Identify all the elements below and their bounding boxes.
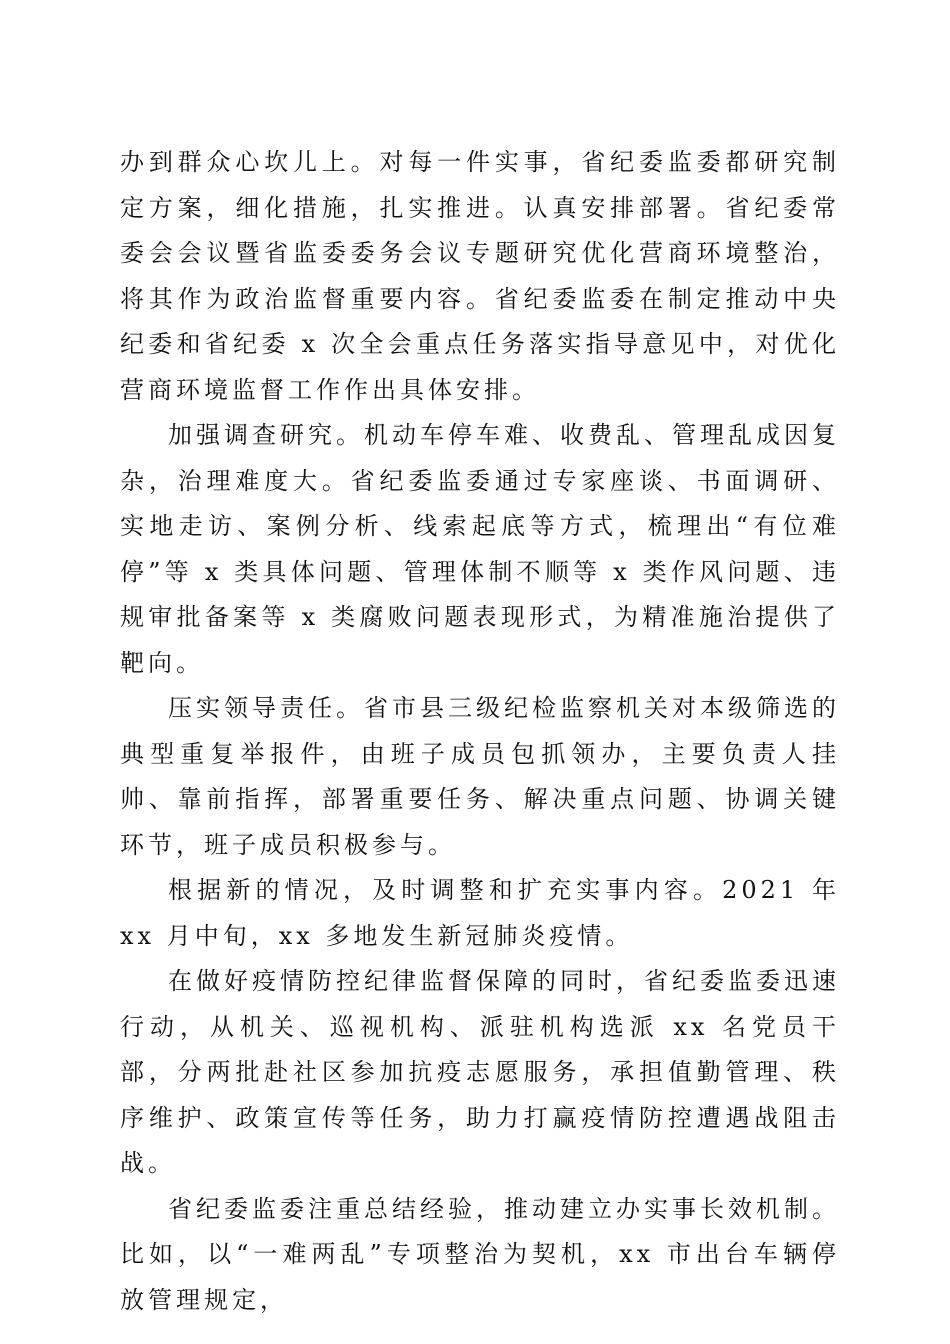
- paragraph-5: 在做好疫情防控纪律监督保障的同时，省纪委监委迅速行动，从机关、巡视机构、派驻机构选派 xx 名党员干部，分两批赴社区参加抗疫志愿服务，承担值勤管理、秩序维护、政策宣传等任务，助力打赢疫情防控遭遇战阻击战。: [120, 967, 840, 1177]
- paragraph-3: 压实领导责任。省市县三级纪检监察机关对本级筛选的典型重复举报件，由班子成员包抓领办，主要负责人挂帅、靠前指挥，部署重要任务、解决重点问题、协调关键环节，班子成员积极参与。: [120, 694, 840, 859]
- paragraph-4: 根据新的情况，及时调整和扩充实事内容。2021 年 xx 月中旬，xx 多地发生新冠肺炎疫情。: [120, 876, 840, 950]
- paragraph-2: 加强调查研究。机动车停车难、收费乱、管理乱成因复杂，治理难度大。省纪委监委通过专家座谈、书面调研、实地走访、案例分析、线索起底等方式，梳理出“有位难停”等 x 类具体问题、管理体制不顺等 x 类作风问题、违规审批备案等 x 类腐败问题表现形式，为精准施治提供了靶向。: [120, 421, 840, 677]
- document-body: [120, 140, 840, 1323]
- paragraph-6: 省纪委监委注重总结经验，推动建立办实事长效机制。比如，以“一难两乱”专项整治为契机，xx 市出台车辆停放管理规定，: [120, 1194, 840, 1314]
- paragraph-1: 办到群众心坎儿上。对每一件实事，省纪委监委都研究制定方案，细化措施，扎实推进。认真安排部署。省纪委常委会会议暨省监委委务会议专题研究优化营商环境整治，将其作为政治监督重要内容。省纪委监委在制定推动中央纪委和省纪委 x 次全会重点任务落实指导意见中，对优化营商环境监督工作作出具体安排。: [120, 148, 840, 404]
